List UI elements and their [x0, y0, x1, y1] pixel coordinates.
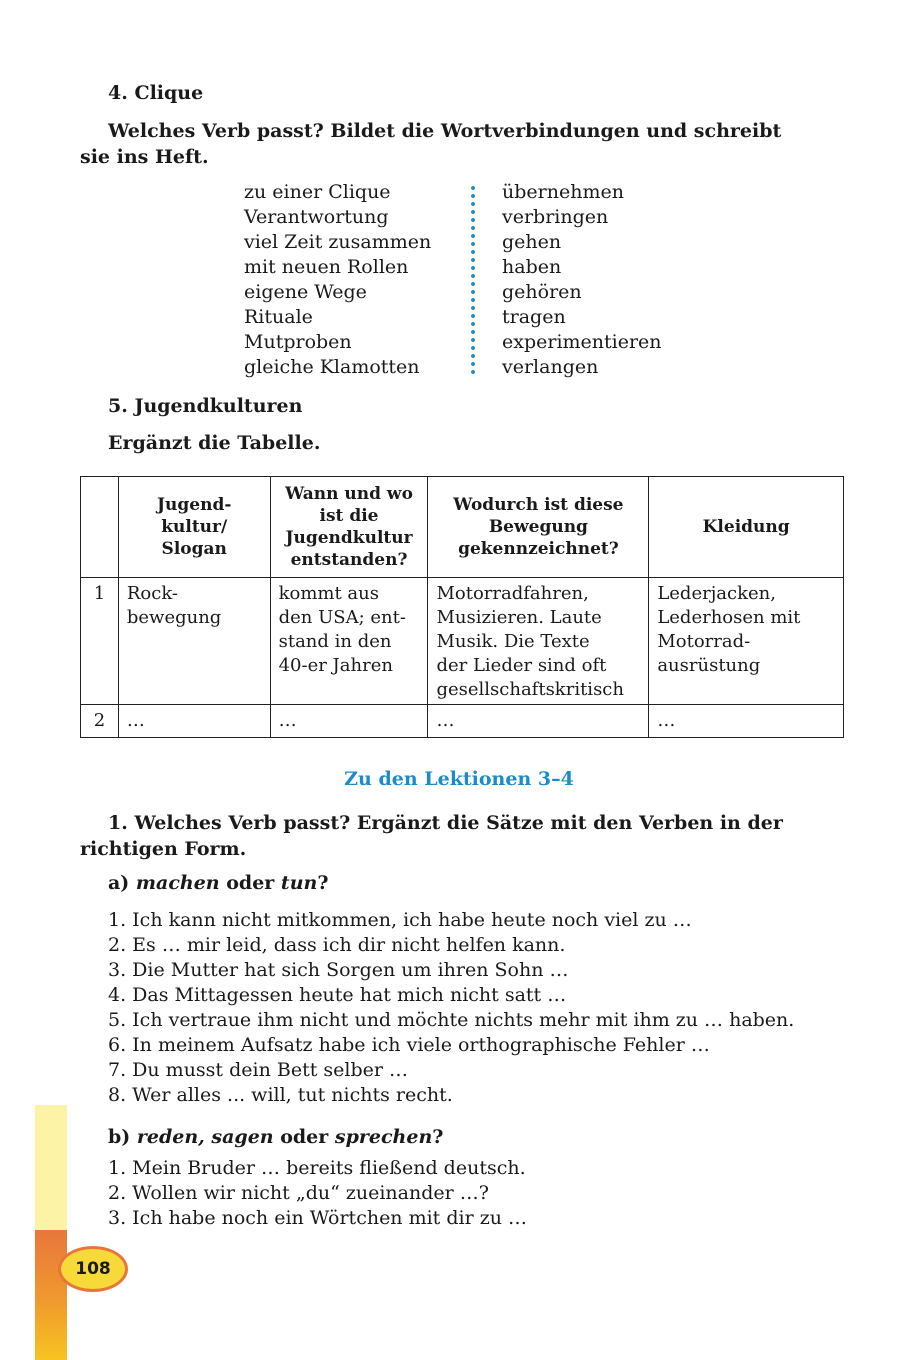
table-cell: kommt aus den USA; ent- stand in den 40-er Jahren [270, 578, 428, 705]
task5-title: 5. Jugendkulturen [108, 395, 303, 417]
verb-right: tragen [502, 306, 566, 328]
table-header-cell: Wann und wo ist die Jugendkultur entstanden? [270, 477, 428, 578]
table-cell: 1 [81, 578, 119, 705]
decorative-side-band-accent [35, 1230, 67, 1360]
youth-culture-table [80, 476, 844, 738]
part-a-suffix: ? [317, 872, 329, 894]
table-cell: Rock- bewegung [118, 578, 270, 705]
table-header-cell: Kleidung [649, 477, 844, 578]
part-b-prefix: b) [108, 1126, 137, 1148]
table-cell: Lederjacken, Lederhosen mit Motorrad- ausrüstung [649, 578, 844, 705]
section-title: Zu den Lektionen 3–4 [344, 768, 574, 790]
table-cell: 2 [81, 705, 119, 738]
sentence-item: 7. Du musst dein Bett selber … [108, 1059, 408, 1081]
task5-instruction: Ergänzt die Tabelle. [108, 432, 321, 454]
part-a-verb1: machen [135, 872, 220, 894]
phrase-left: Rituale [244, 306, 313, 328]
verb-right: verbringen [502, 206, 609, 228]
verb-right: übernehmen [502, 181, 624, 203]
task4-title: 4. Clique [108, 82, 204, 104]
table-cell: … [649, 705, 844, 738]
table-cell: … [428, 705, 649, 738]
sentence-item: 1. Mein Bruder … bereits fließend deutsch. [108, 1157, 526, 1179]
part-a-middle: oder [219, 872, 281, 894]
table-cell: … [118, 705, 270, 738]
table-header-number [81, 477, 119, 578]
table-row [81, 578, 844, 705]
sentence-item: 5. Ich vertraue ihm nicht und möchte nichts mehr mit ihm zu … haben. [108, 1009, 795, 1031]
part-a-sentences [108, 908, 794, 1108]
part-a-verb2: tun [280, 872, 318, 894]
part-b-heading [108, 1126, 443, 1148]
verb-right: experimentieren [502, 331, 662, 353]
sentence-item: 1. Ich kann nicht mitkommen, ich habe heute noch viel zu … [108, 909, 692, 931]
table-cell: … [270, 705, 428, 738]
dotted-divider [470, 184, 476, 376]
part-b-verb3: sprechen [334, 1126, 433, 1148]
phrase-left: zu einer Clique [244, 181, 391, 203]
verb-right: gehen [502, 231, 562, 253]
part-b-middle: oder [273, 1126, 335, 1148]
table-header-row [81, 477, 844, 578]
table-row [81, 705, 844, 738]
part-a-heading [108, 872, 328, 894]
table-header-cell: Wodurch ist diese Bewegung gekennzeichnet? [428, 477, 649, 578]
part-b-suffix: ? [432, 1126, 444, 1148]
verb-right: gehören [502, 281, 582, 303]
phrase-left: mit neuen Rollen [244, 256, 409, 278]
part-a-prefix: a) [108, 872, 136, 894]
sentence-item: 2. Es … mir leid, dass ich dir nicht helfen kann. [108, 934, 566, 956]
exercise1-instruction-cont [80, 836, 844, 862]
exercise1-instruction-line2: richtigen Form. [80, 838, 247, 860]
part-b-verbs: reden, sagen [136, 1126, 274, 1148]
sentence-item: 4. Das Mittagessen heute hat mich nicht satt … [108, 984, 567, 1006]
table-header-cell: Jugend- kultur/ Slogan [118, 477, 270, 578]
exercise1-instruction-line1: 1. Welches Verb passt? Ergänzt die Sätze mit den Verben in der [108, 812, 783, 834]
exercise1-instruction [80, 810, 844, 836]
phrase-left: Verantwortung [244, 206, 389, 228]
part-b-sentences [108, 1156, 527, 1231]
verb-right: verlangen [502, 356, 599, 378]
task4-instruction-line2: sie ins Heft. [80, 146, 209, 168]
phrase-left: Mutproben [244, 331, 352, 353]
task4-instruction-line1: Welches Verb passt? Bildet die Wortverbindungen und schreibt [108, 120, 782, 142]
phrase-left: viel Zeit zusammen [244, 231, 432, 253]
sentence-item: 3. Die Mutter hat sich Sorgen um ihren Sohn … [108, 959, 569, 981]
sentence-item: 6. In meinem Aufsatz habe ich viele orthographische Fehler … [108, 1034, 710, 1056]
sentence-item: 3. Ich habe noch ein Wörtchen mit dir zu … [108, 1207, 528, 1229]
phrase-left: gleiche Klamotten [244, 356, 420, 378]
table-cell: Motorradfahren, Musizieren. Laute Musik. Die Texte der Lieder sind oft gesellschaftskritisch [428, 578, 649, 705]
task4-instruction [80, 118, 844, 144]
page-number: 108 [58, 1246, 128, 1292]
task4-instruction-cont [80, 144, 844, 170]
verb-right: haben [502, 256, 562, 278]
phrase-left: eigene Wege [244, 281, 367, 303]
sentence-item: 8. Wer alles ... will, tut nichts recht. [108, 1084, 453, 1106]
sentence-item: 2. Wollen wir nicht „du“ zueinander …? [108, 1182, 489, 1204]
